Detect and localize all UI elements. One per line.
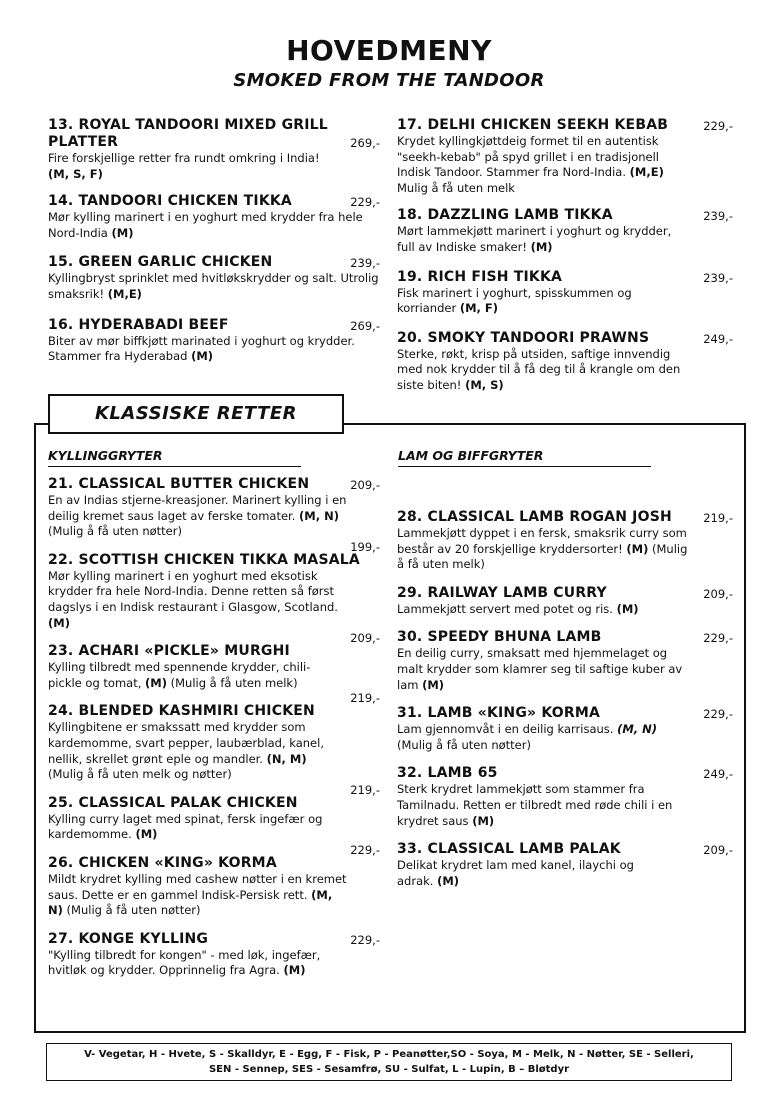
item-price: 239,- — [703, 209, 733, 224]
allergen-tags: (M, N) — [299, 508, 339, 523]
klassiske-retter-heading-box — [48, 394, 344, 434]
item-description — [397, 224, 687, 255]
description-text: Kylling curry laget med spinat, fersk ingefær og kardemomme. — [48, 811, 323, 842]
tandoor-left-column — [48, 117, 384, 379]
item-description — [48, 720, 342, 782]
menu-title: HOVEDMENY — [286, 34, 492, 67]
item-name: 26. CHICKEN «KING» KORMA — [48, 854, 277, 871]
description-text: Delikat krydret lam med kanel, ilaychi og adrak. — [397, 858, 634, 888]
allergen-tags: (M) — [135, 827, 158, 842]
description-text: Kyllingbryst sprinklet med hvitløkskrydder og salt. Utrolig smaksrik! — [48, 271, 379, 301]
item-description — [397, 286, 687, 317]
allergen-tags: (N, M) — [266, 751, 307, 766]
description-text: En av Indias stjerne-kreasjoner. Marinert kylling i en deilig kremet saus laget av ferske tomater. — [48, 493, 347, 523]
item-name: 16. HYDERABADI BEEF — [48, 316, 229, 333]
menu-item — [397, 765, 733, 829]
menu-item — [48, 117, 384, 182]
menu-item — [397, 585, 733, 618]
allergen-tags: (M) — [626, 541, 649, 556]
description-text: Lammekjøtt dyppet i en fersk, smaksrik curry som består av 20 forskjellige kryddersorter! — [397, 526, 687, 556]
item-name: 21. CLASSICAL BUTTER CHICKEN — [48, 476, 310, 492]
item-price: 229,- — [350, 195, 380, 210]
item-price: 239,- — [703, 270, 733, 285]
allergen-tags: (M, N) — [617, 722, 658, 737]
description-text: Mildt krydret kylling med cashew nøtter i en kremet saus. Dette er en gammel Indisk-Persisk rett. — [48, 871, 347, 902]
menu-item — [397, 117, 733, 196]
menu-item — [48, 782, 384, 843]
item-price: 229,- — [350, 842, 380, 857]
item-price: 229,- — [703, 707, 733, 722]
menu-item — [397, 629, 733, 693]
item-note: Mulig å få uten melk — [397, 180, 515, 195]
menu-item — [48, 254, 384, 302]
menu-item — [48, 317, 384, 365]
item-name: 13. ROYAL TANDOORI MIXED GRILL PLATTER — [48, 117, 328, 150]
item-price: 269,- — [350, 318, 380, 333]
allergen-tags: (M) — [530, 239, 553, 254]
description-text: Sterk krydret lammekjøtt som stammer fra Tamilnadu. Retten er tilbredt med røde chili i en krydret saus — [397, 782, 673, 828]
lam-biffgryter-heading: LAM OG BIFFGRYTER — [398, 448, 651, 467]
item-price: 209,- — [703, 843, 733, 858]
item-description — [48, 948, 338, 979]
description-text: Lammekjøtt servert med potet og ris. — [397, 601, 613, 616]
item-description — [48, 812, 328, 843]
item-name: 30. SPEEDY BHUNA LAMB — [397, 629, 602, 646]
item-note: (Mulig å få uten nøtter) — [66, 903, 201, 918]
kyllinggryter-heading: KYLLINGGRYTER — [48, 448, 301, 467]
menu-item — [48, 931, 384, 979]
menu-item — [48, 631, 384, 691]
menu-item — [48, 691, 384, 782]
item-description — [397, 347, 693, 394]
item-price: 219,- — [350, 691, 380, 706]
item-name: 24. BLENDED KASHMIRI CHICKEN — [48, 703, 315, 720]
item-price: 219,- — [703, 511, 733, 525]
item-price: 219,- — [350, 782, 380, 797]
description-text: Kylling tilbredt med spennende krydder, chili-pickle og tomat, — [48, 660, 311, 690]
description-text: Lam gjennomvåt i en deilig karrisaus. — [397, 722, 614, 737]
description-text: Fisk marinert i yoghurt, spisskummen og korriander — [397, 285, 632, 316]
item-price: 229,- — [703, 119, 733, 133]
description-text: Mør kylling marinert i en yoghurt med eksotisk krydder fra hele Nord-India. Denne retten så først dagslys i en Indisk restaurant i Glasgow, Scotland. — [48, 568, 338, 614]
allergen-legend-line-2: SEN - Sennep, SES - Sesamfrø, SU - Sulfat, L - Lupin, B – Bløtdyr — [208, 1064, 570, 1075]
item-price: 209,- — [350, 631, 380, 646]
item-name: 23. ACHARI «PICKLE» MURGHI — [48, 643, 290, 660]
item-name: 29. RAILWAY LAMB CURRY — [397, 584, 607, 601]
item-description — [397, 858, 667, 889]
item-note: (Mulig å få uten melk) — [397, 541, 688, 572]
item-name: 31. LAMB «KING» KORMA — [397, 705, 601, 722]
item-description — [48, 872, 348, 919]
item-description — [48, 210, 384, 241]
item-description — [397, 782, 687, 829]
allergen-tags: (M,E) — [107, 286, 142, 301]
item-name: 27. KONGE KYLLING — [48, 930, 209, 947]
allergen-legend — [46, 1043, 732, 1081]
item-description — [397, 134, 687, 196]
menu-item — [397, 269, 733, 317]
item-price: 229,- — [703, 631, 733, 646]
description-text: Kyllingbitene er smakssatt med krydder som kardemomme, svart pepper, laubærblad, kanel, nellik, skrellet grønt eple og mandler. — [48, 720, 324, 766]
allergen-tags: (M) — [145, 675, 167, 690]
allergen-tags: (M) — [283, 963, 306, 978]
item-name: 28. CLASSICAL LAMB ROGAN JOSH — [397, 509, 672, 525]
allergen-tags: (M, N) — [48, 887, 333, 918]
item-description — [48, 493, 348, 540]
item-note: (Mulig å få uten nøtter) — [48, 524, 182, 539]
item-price: 229,- — [350, 932, 380, 947]
allergen-tags: (M,E) — [629, 165, 664, 180]
item-name: 19. RICH FISH TIKKA — [397, 268, 563, 285]
item-name: 17. DELHI CHICKEN SEEKH KEBAB — [397, 117, 669, 133]
menu-item — [397, 509, 733, 573]
item-price: 209,- — [703, 586, 733, 601]
allergen-tags: (M) — [48, 615, 70, 630]
item-note: (Mulig å få uten melk) — [170, 675, 298, 690]
item-name: 14. TANDOORI CHICKEN TIKKA — [48, 193, 292, 210]
item-name: 20. SMOKY TANDOORI PRAWNS — [397, 329, 650, 346]
item-description — [397, 722, 693, 753]
klassiske-retter-heading: KLASSISKE RETTER — [94, 403, 298, 424]
item-description — [48, 569, 338, 631]
allergen-tags: (M, S) — [465, 377, 504, 392]
tandoor-right-column — [397, 117, 733, 408]
allergen-tags: (M) — [437, 873, 460, 888]
item-description — [397, 602, 693, 618]
menu-item — [48, 842, 384, 919]
description-text: "Kylling tilbredt for kongen" - med løk, ingefær, hvitløk og krydder. Opprinnelig fra Agra. — [48, 947, 321, 978]
menu-item — [48, 476, 384, 540]
item-name: 22. SCOTTISH CHICKEN TIKKA MASALA — [48, 551, 360, 568]
allergen-tags: (M, S, F) — [48, 166, 103, 181]
description-text: Sterke, røkt, krisp på utsiden, saftige innvendig med nok krydder til å få deg til å krangle om den siste biten! — [397, 346, 681, 392]
kyllinggryter-column — [48, 476, 384, 979]
item-price: 269,- — [350, 136, 380, 150]
description-text: Fire forskjellige retter fra rundt omkring i India! — [48, 151, 320, 165]
description-text: Mørt lammekjøtt marinert i yoghurt og krydder, full av Indiske smaker! — [397, 224, 672, 254]
lam-biffgryter-column — [397, 509, 733, 889]
menu-item — [397, 841, 733, 889]
item-name: 32. LAMB 65 — [397, 765, 498, 782]
item-price: 249,- — [703, 767, 733, 782]
item-name: 33. CLASSICAL LAMB PALAK — [397, 841, 621, 858]
item-name: 15. GREEN GARLIC CHICKEN — [48, 254, 273, 271]
menu-item — [48, 539, 384, 631]
allergen-tags: (M) — [191, 349, 214, 364]
description-text: Krydet kyllingkjøttdeig formet til en autentisk "seekh-kebab" på spyd grillet i en tradisjonell Indisk Tandoor. Stammer fra Nord-India. — [397, 134, 659, 180]
item-description — [397, 646, 693, 693]
item-description — [48, 334, 384, 365]
menu-item — [397, 705, 733, 753]
item-name: 18. DAZZLING LAMB TIKKA — [397, 207, 613, 224]
allergen-tags: (M) — [111, 225, 134, 240]
allergen-legend-line-1: V- Vegetar, H - Hvete, S - Skalldyr, E - Egg, F - Fisk, P - Peanøtter,SO - Soya, M - Melk, N - Nøtter, SE - Selleri, — [84, 1049, 694, 1060]
item-note: (Mulig å få uten melk og nøtter) — [48, 767, 232, 782]
item-description — [48, 151, 384, 182]
description-text: Mør kylling marinert i en yoghurt med krydder fra hele Nord-India — [48, 210, 363, 240]
description-text: En deilig curry, smaksatt med hjemmelaget og malt krydder som klamrer seg til saftige kuber av lam — [397, 646, 683, 692]
item-description — [48, 271, 384, 302]
allergen-tags: (M, F) — [459, 301, 499, 316]
menu-item — [397, 207, 733, 255]
allergen-tags: (M) — [472, 813, 495, 828]
description-text: Biter av mør biffkjøtt marinated i yoghurt og krydder. Stammer fra Hyderabad — [48, 333, 355, 364]
item-price: 239,- — [350, 256, 380, 271]
item-description — [48, 660, 338, 691]
item-price: 209,- — [350, 478, 380, 492]
menu-subtitle: SMOKED FROM THE TANDOOR — [233, 70, 545, 91]
item-description — [397, 526, 693, 573]
menu-item — [48, 193, 384, 241]
allergen-tags: (M) — [616, 601, 639, 616]
allergen-tags: (M) — [422, 677, 445, 692]
item-note: (Mulig å få uten nøtter) — [397, 737, 531, 752]
item-price: 249,- — [703, 331, 733, 346]
item-name: 25. CLASSICAL PALAK CHICKEN — [48, 794, 298, 811]
menu-item — [397, 330, 733, 394]
item-price: 199,- — [350, 539, 380, 554]
